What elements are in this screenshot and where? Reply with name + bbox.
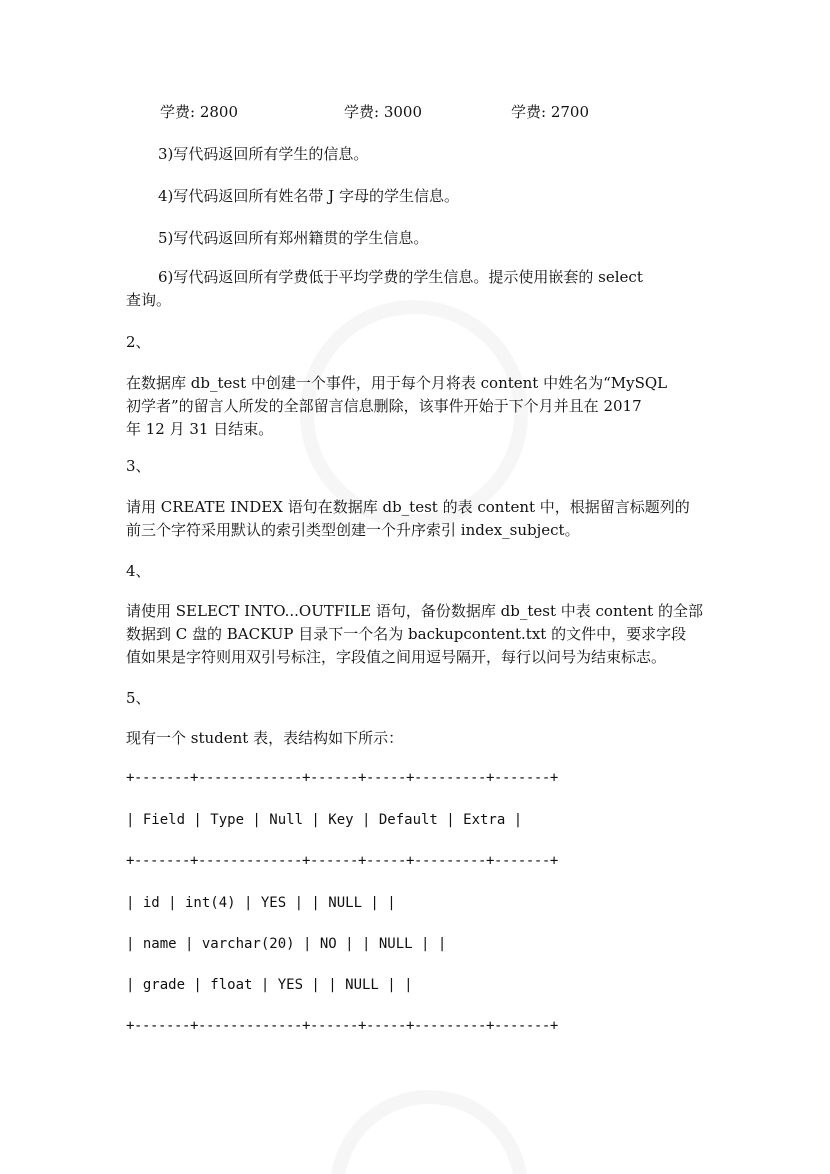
table-border: +-------+-------------+------+-----+---------+-------+	[126, 770, 558, 786]
table-row: | grade | float | YES | | NULL | |	[126, 977, 413, 993]
section-number: 2、	[126, 333, 151, 351]
fee-value: 学费: 2700	[511, 103, 589, 121]
table-border: +-------+-------------+------+-----+---------+-------+	[126, 1018, 558, 1034]
section-number: 3、	[126, 457, 151, 475]
fee-value: 学费: 3000	[344, 103, 422, 121]
table-header-row: | Field | Type | Null | Key | Default | Extra |	[126, 812, 523, 828]
paragraph-line: 数据到 C 盘的 BACKUP 目录下一个名为 backupcontent.txt 的文件中，要求字段	[126, 625, 687, 643]
question-item: 6)写代码返回所有学费低于平均学费的学生信息。提示使用嵌套的 select	[158, 268, 643, 286]
section-number: 5、	[126, 689, 151, 707]
paragraph-line: 在数据库 db_test 中创建一个事件，用于每个月将表 content 中姓名为“MySQL	[126, 374, 668, 392]
question-item: 5)写代码返回所有郑州籍贯的学生信息。	[158, 229, 429, 247]
paragraph-line: 请用 CREATE INDEX 语句在数据库 db_test 的表 content 中，根据留言标题列的	[126, 498, 690, 516]
section-number: 4、	[126, 562, 151, 580]
paragraph-line: 初学者”的留言人所发的全部留言信息删除，该事件开始于下个月并且在 2017	[126, 397, 642, 415]
question-item: 4)写代码返回所有姓名带 J 字母的学生信息。	[158, 187, 459, 205]
paragraph-line: 现有一个 student 表，表结构如下所示：	[126, 729, 404, 747]
question-item: 3)写代码返回所有学生的信息。	[158, 145, 369, 163]
table-row: | name | varchar(20) | NO | | NULL | |	[126, 936, 447, 952]
paragraph-line: 前三个字符采用默认的索引类型创建一个升序索引 index_subject。	[126, 521, 580, 539]
paragraph-line: 请使用 SELECT INTO...OUTFILE 语句，备份数据库 db_test 中表 content 的全部	[126, 602, 703, 620]
question-item: 查询。	[126, 291, 172, 309]
watermark-seal	[291, 1051, 567, 1174]
paragraph-line: 值如果是字符则用双引号标注，字段值之间用逗号隔开，每行以问号为结束标志。	[126, 648, 667, 666]
table-border: +-------+-------------+------+-----+---------+-------+	[126, 853, 558, 869]
table-row: | id | int(4) | YES | | NULL | |	[126, 895, 396, 911]
fee-value: 学费: 2800	[160, 103, 238, 121]
paragraph-line: 年 12 月 31 日结束。	[126, 420, 274, 438]
